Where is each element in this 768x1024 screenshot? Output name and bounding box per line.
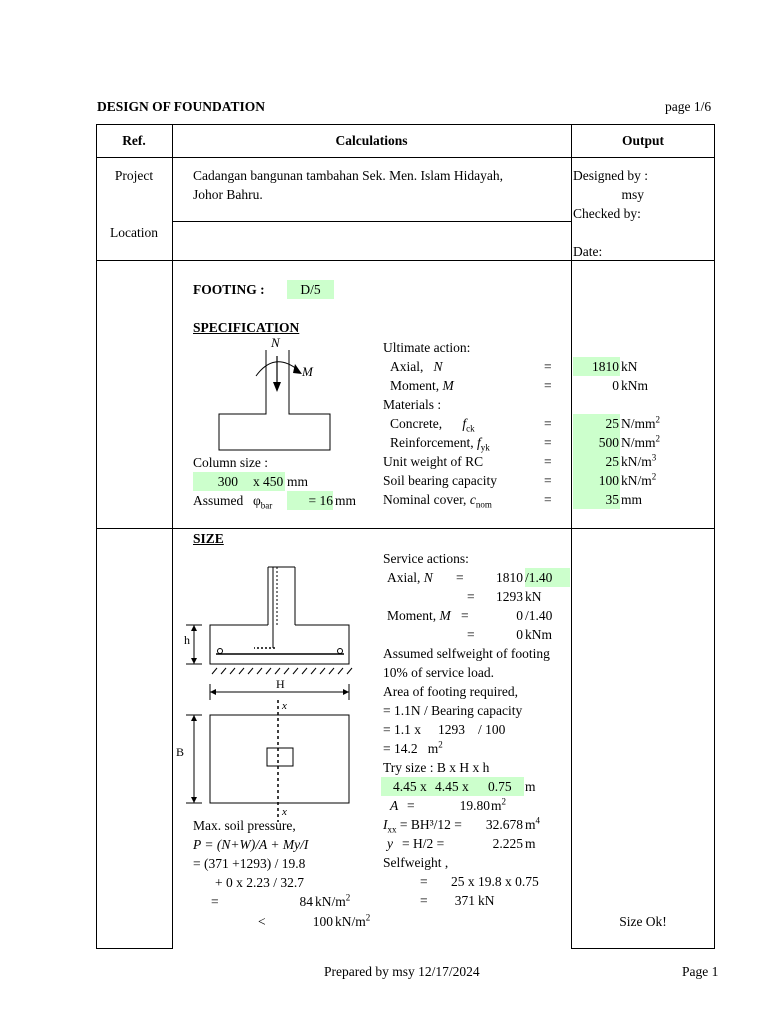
service-axial-uls: 1810 [496, 570, 523, 585]
spec-row-unit: kN [621, 359, 638, 374]
project-text-line1: Cadangan bangunan tambahan Sek. Men. Islam Hidayah, [193, 168, 504, 183]
try-size-h: 0.75 [488, 779, 512, 794]
compare-unit: $kN/m^2$ [335, 912, 371, 929]
area-unit: $m^2$ [491, 796, 507, 813]
selfweight-expression: 25 x 19.8 x 0.75 [451, 874, 539, 889]
service-moment-eq2: = [467, 627, 475, 642]
y-expression: = H/2 = [402, 836, 445, 851]
service-moment-sls: 0 [516, 627, 523, 642]
spec-row-equals: = [544, 473, 552, 488]
selfweight-value: 371 [454, 893, 475, 908]
ultimate-action-label: Ultimate action: [383, 340, 471, 355]
spec-row-equals: = [544, 492, 552, 507]
area-eq2-a: = 1.1 x [383, 722, 421, 737]
service-moment-divisor: /1.40 [525, 608, 553, 623]
spec-row-value: 35 [605, 492, 619, 507]
try-size-H: 4.45 x [435, 779, 469, 794]
footing-id: D/5 [300, 282, 321, 297]
checked-by-label: Checked by: [573, 206, 641, 221]
spec-row-label: Soil bearing capacity [383, 473, 497, 488]
spec-row-unit: $kN/m^3$ [621, 452, 657, 469]
selfweight-label: Selfweight , [383, 855, 449, 870]
spec-row-value: 0 [612, 378, 619, 393]
output-column-header: Output [621, 133, 665, 148]
ixx-expression: $I_{xx} = BH^3/12$ = [383, 817, 462, 835]
location-label: Location [110, 225, 158, 240]
service-moment-uls: 0 [516, 608, 523, 623]
spec-row-value: 25 [605, 454, 619, 469]
ixx-unit: $m^4$ [525, 815, 541, 832]
calc-column-header: Calculations [335, 133, 408, 148]
spec-row-equals: = [544, 416, 552, 431]
soil-pressure-value: 84 [299, 894, 313, 909]
spec-row-label: Axial, N [390, 359, 443, 374]
date-label: Date: [573, 244, 603, 259]
soil-pressure-formula: P = (N+W)/A + My/I [193, 837, 309, 852]
spec-row-equals: = [544, 359, 552, 374]
column-h-value: 450 [263, 474, 284, 489]
service-axial-divisor: /1.40 [525, 570, 553, 585]
column-x: x [253, 474, 260, 489]
size-heading: SIZE [193, 531, 224, 546]
soil-pressure-unit: $kN/m^2$ [315, 892, 351, 909]
project-text-line2: Johor Bahru. [193, 187, 263, 202]
spec-row-value: 100 [598, 473, 619, 488]
soil-pressure-label: Max. soil pressure, [193, 818, 296, 833]
area-value: 19.80 [459, 798, 490, 813]
ref-column-header: Ref. [122, 133, 146, 148]
try-size-B: 4.45 x [393, 779, 427, 794]
try-size-label: Try size : B x H x h [383, 760, 490, 775]
page-title: DESIGN OF FOUNDATION [97, 99, 266, 114]
bar-size-unit: mm [335, 493, 357, 508]
footing-load-diagram [200, 336, 340, 454]
footing-size-diagram [172, 560, 362, 822]
diagram-m-label: M [302, 364, 313, 379]
selfweight-line1: Assumed selfweight of footing [383, 646, 550, 661]
designed-by-label: Designed by : [573, 168, 648, 183]
diagram-B-label: B [176, 745, 185, 759]
phi-subscript: bar [260, 500, 273, 511]
diagram-n-label: N [271, 335, 280, 350]
selfweight-line2: 10% of service load. [383, 665, 494, 680]
page-number: page 1/6 [665, 99, 712, 114]
service-moment-unit: kNm [525, 627, 552, 642]
footing-label: FOOTING : [193, 282, 265, 297]
area-eq3: = 14.2 $m^2$ [383, 739, 443, 756]
service-moment-label: Moment, M [387, 608, 451, 623]
area-required-label: Area of footing required, [383, 684, 518, 699]
spec-row-label: Reinforcement, $f_{yk}$ [390, 435, 490, 453]
y-symbol: y [387, 836, 393, 851]
column-b-value: 300 [217, 474, 238, 489]
spec-row-equals: = [544, 454, 552, 469]
spec-row-label: Nominal cover, $c_{nom}$ [383, 492, 492, 510]
service-axial-unit: kN [525, 589, 542, 604]
y-value: 2.225 [492, 836, 523, 851]
diagram-x-top-label: x [282, 700, 287, 712]
soil-pressure-line1: = (371 +1293) / 19.8 [193, 856, 306, 871]
column-size-label: Column size : [193, 455, 268, 470]
assumed-label: Assumed [193, 493, 244, 508]
selfweight-unit: kN [478, 893, 495, 908]
spec-row-value: 1810 [592, 359, 619, 374]
compare-value: 100 [312, 914, 333, 929]
spec-row-value: 500 [598, 435, 619, 450]
service-moment-eq: = [461, 608, 469, 623]
soil-pressure-line2: + 0 x 2.23 / 32.7 [215, 875, 304, 890]
area-eq2-c: / 100 [478, 722, 506, 737]
spec-row-unit: $N/mm^2$ [621, 433, 661, 450]
y-unit: m [525, 836, 536, 851]
area-eq: = [407, 798, 415, 813]
size-ok-output: Size Ok! [619, 914, 667, 929]
selfweight-eq2: = [420, 893, 428, 908]
spec-row-label: Unit weight of RC [383, 454, 484, 469]
footer-page-number: Page 1 [682, 964, 719, 979]
specification-heading: SPECIFICATION [193, 320, 300, 335]
spec-row-value: 25 [605, 416, 619, 431]
diagram-x-bottom-label: x [282, 806, 287, 818]
diagram-H-label: H [276, 677, 285, 691]
service-axial-eq2: = [467, 589, 475, 604]
service-actions-label: Service actions: [383, 551, 469, 566]
designed-by-value: msy [621, 187, 644, 202]
spec-row-equals: = [544, 435, 552, 450]
ixx-value: 32.678 [485, 817, 523, 832]
spec-row-unit: $N/mm^2$ [621, 414, 661, 431]
service-axial-eq: = [456, 570, 464, 585]
spec-row-equals: = [544, 378, 552, 393]
spec-row-label: Moment, M [390, 378, 454, 393]
soil-pressure-eq: = [211, 894, 219, 909]
try-size-unit: m [525, 779, 536, 794]
column-unit: mm [287, 474, 309, 489]
project-label: Project [114, 168, 154, 183]
spec-row-unit: kNm [621, 378, 648, 393]
selfweight-eq: = [420, 874, 428, 889]
phi-symbol: φ [253, 493, 261, 508]
area-eq2-b: 1293 [438, 722, 465, 737]
area-eq1: = 1.1N / Bearing capacity [383, 703, 523, 718]
diagram-h-label: h [184, 633, 190, 647]
spec-row-label: Materials : [383, 397, 442, 412]
spec-row-label: Concrete, $f_{ck}$ [390, 416, 475, 434]
bar-size-value: = 16 [308, 493, 333, 508]
spec-row-unit: $kN/m^2$ [621, 471, 657, 488]
service-axial-sls: 1293 [496, 589, 523, 604]
service-axial-label: Axial, N [387, 570, 433, 585]
spec-row-unit: mm [621, 492, 643, 507]
compare-symbol: < [258, 914, 266, 929]
area-symbol: A [390, 798, 399, 813]
prepared-by: Prepared by msy 12/17/2024 [324, 964, 480, 979]
